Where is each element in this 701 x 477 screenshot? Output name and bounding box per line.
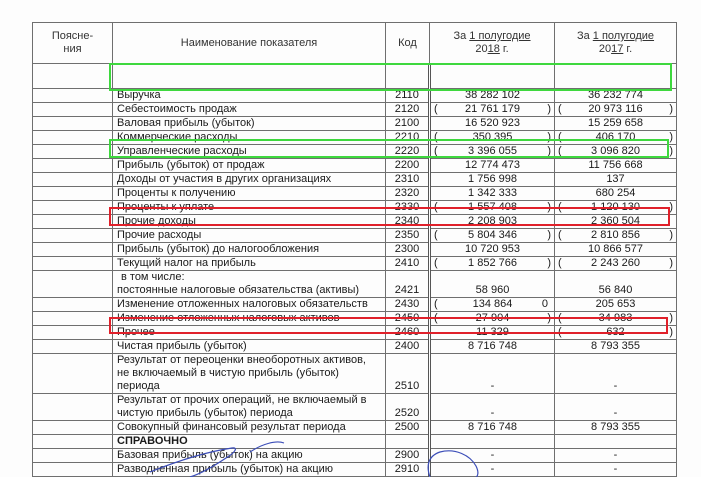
table-row: Совокупный финансовый результат периода 2500 8 716 748 8 793 355: [33, 421, 677, 435]
table-row: Разводненная прибыль (убыток) на акцию 2910 - -: [33, 463, 677, 477]
table-row: Изменение отложенных налоговых активов 2450 ( 27 904 ) ( 34 983 ): [33, 312, 677, 326]
header-code: Код: [386, 23, 430, 64]
table-row: Управленческие расходы 2220 ( 3 396 055 ) ( 3 096 820 ): [33, 145, 677, 159]
table-row: в том числе: постоянные налоговые обязательства (активы) 2421 58 960 56 840: [33, 271, 677, 298]
table-row: Прочие доходы 2340 2 208 903 2 360 504: [33, 215, 677, 229]
table-row: Прибыль (убыток) от продаж 2200 12 774 473 11 756 668: [33, 159, 677, 173]
table-row: Изменение отложенных налоговых обязательств 2430 ( 134 864 0 205 653: [33, 298, 677, 312]
table-row: Коммерческие расходы 2210 ( 350 395 ) ( 406 170 ): [33, 131, 677, 145]
header-indicator-name: Наименование показателя: [113, 23, 386, 64]
header-period-2018: За 1 полугодие 2018 г.: [430, 23, 555, 64]
table-row: Прибыль (убыток) до налогообложения 2300 10 720 953 10 866 577: [33, 243, 677, 257]
table-row: Результат от прочих операций, не включаемый в чистую прибыль (убыток) периода 2520 - -: [33, 394, 677, 421]
table-row: Выручка 2110 38 282 102 36 232 774: [33, 89, 677, 103]
table-row: Доходы от участия в других организациях 2310 1 756 998 137: [33, 173, 677, 187]
table-row: [33, 64, 677, 89]
table-row: Базовая прибыль (убыток) на акцию 2900 - -: [33, 449, 677, 463]
header-period-2017: За 1 полугодие 2017 г.: [555, 23, 677, 64]
table-row: Прочее 2460 11 329 ( 632 ): [33, 326, 677, 340]
table-row: Результат от переоценки внеоборотных активов, не включаемый в чистую прибыль (убыток) периода 2510 - -: [33, 354, 677, 394]
table-row: СПРАВОЧНО: [33, 435, 677, 449]
header-notes: Поясне- ния: [33, 23, 113, 64]
table-row: Прочие расходы 2350 ( 5 804 346 ) ( 2 810 856 ): [33, 229, 677, 243]
financial-results-table: [32, 22, 677, 477]
table-row: Чистая прибыль (убыток) 2400 8 716 748 8 793 355: [33, 340, 677, 354]
table-row: Проценты к уплате 2330 ( 1 557 408 ) ( 1 120 130 ): [33, 201, 677, 215]
table-row: Себестоимость продаж 2120 ( 21 761 179 ) ( 20 973 116 ): [33, 103, 677, 117]
table-row: Проценты к получению 2320 1 342 333 680 254: [33, 187, 677, 201]
table-row: Текущий налог на прибыль 2410 ( 1 852 766 ) ( 2 243 260 ): [33, 257, 677, 271]
table-header-row: [33, 23, 677, 64]
table-row: Валовая прибыль (убыток) 2100 16 520 923 15 259 658: [33, 117, 677, 131]
